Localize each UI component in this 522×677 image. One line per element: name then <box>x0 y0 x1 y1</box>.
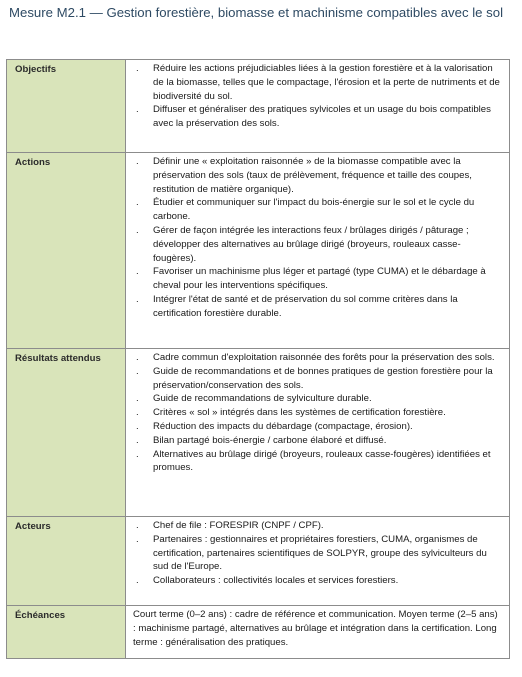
bullet-list-acteurs <box>126 519 501 588</box>
list-item-text: Guide de recommandations de sylviculture durable. <box>153 393 372 405</box>
row-content-acteurs <box>126 517 510 606</box>
list-item <box>126 365 501 393</box>
echeances-text: Court terme (0–2 ans) : cadre de référence et communication. Moyen terme (2–5 ans) : machinisme partagé, alternatives au brûlage et intégration dans la certification. Long terme : généralisation des pratiques. <box>133 609 498 648</box>
bullet-marker: . <box>136 352 139 363</box>
table-row-acteurs <box>7 517 510 606</box>
list-item-text: Définir une « exploitation raisonnée » de la biomasse compatible avec la préservation des sols (taux de prélèvement, fréquence et taille des coupes, restitution de matière organique). <box>153 156 472 195</box>
list-item <box>126 420 501 434</box>
bullet-marker: . <box>136 393 139 405</box>
document-title: Mesure M2.1 — Gestion forestière, biomasse et machinisme compatibles avec le sol <box>9 5 504 20</box>
row-label-resultats: Résultats attendus <box>7 349 126 517</box>
bullet-list-actions <box>126 155 501 321</box>
list-item-text: Gérer de façon intégrée les interactions feux / brûlages dirigés / pâturage ; développer des alternatives au brûlage dirigé (broyeurs, rouleaux casse-fougères). <box>153 224 469 264</box>
list-item <box>126 196 501 224</box>
bullet-marker: . <box>136 533 139 545</box>
list-item-text: Cadre commun d'exploitation raisonnée des forêts pour la préservation des sols. <box>153 352 495 363</box>
list-item <box>126 519 501 533</box>
table-row-resultats <box>7 349 510 517</box>
list-item <box>126 351 501 365</box>
row-content-echeances <box>126 606 510 659</box>
bullet-marker: . <box>136 197 139 209</box>
list-item-text: Collaborateurs : collectivités locales et services forestiers. <box>153 575 399 587</box>
list-item-text: Guide de recommandations et de bonnes pratiques de gestion forestière pour la préservation/conservation des sols. <box>153 365 493 391</box>
list-item <box>126 62 501 103</box>
bullet-marker: . <box>136 156 139 167</box>
list-item-text: Partenaires : gestionnaires et propriétaires forestiers, CUMA, organismes de certification, partenaires scientifiques de SOLPYR, groupe des sylviculteurs du sud de l'Europe. <box>153 533 487 573</box>
list-item <box>126 155 501 196</box>
bullet-list-objectifs <box>126 62 501 131</box>
list-item-text: Réduire les actions préjudiciables liées à la gestion forestière et à la valorisation de la biomasse, telles que le compactage, l'érosion et la perte de nutriments et de biodiversité du sol. <box>153 63 500 102</box>
list-item-text: Chef de file : FORESPIR (CNPF / CPF). <box>153 520 324 531</box>
table-row-objectifs <box>7 60 510 153</box>
list-item <box>126 265 501 293</box>
bullet-marker: . <box>136 104 139 116</box>
row-label-acteurs: Acteurs <box>7 517 126 606</box>
list-item <box>126 406 501 420</box>
list-item <box>126 574 501 588</box>
row-label-echeances: Échéances <box>7 606 126 659</box>
row-label-actions: Actions <box>7 153 126 349</box>
row-label-objectifs: Objectifs <box>7 60 126 153</box>
row-content-resultats <box>126 349 510 517</box>
list-item-text: Alternatives au brûlage dirigé (broyeurs, rouleaux casse-fougères) identifiées et promues. <box>153 448 491 474</box>
measure-table <box>6 59 510 659</box>
list-item-text: Critères « sol » intégrés dans les systèmes de certification forestière. <box>153 407 446 419</box>
bullet-list-resultats <box>126 351 501 475</box>
row-content-objectifs <box>126 60 510 153</box>
list-item <box>126 434 501 448</box>
list-item <box>126 103 501 131</box>
list-item-text: Diffuser et généraliser des pratiques sylvicoles et un usage du bois compatibles avec la préservation des sols. <box>153 104 491 130</box>
list-item-text: Intégrer l'état de santé et de préservation du sol comme critères dans la certification forestière durable. <box>153 293 458 319</box>
table-row-actions <box>7 153 510 349</box>
list-item <box>126 392 501 406</box>
bullet-marker: . <box>136 63 139 74</box>
bullet-marker: . <box>136 448 139 460</box>
bullet-marker: . <box>136 293 139 305</box>
bullet-marker: . <box>136 520 139 531</box>
bullet-marker: . <box>136 365 139 377</box>
bullet-marker: . <box>136 224 139 236</box>
list-item <box>126 293 501 321</box>
row-content-actions <box>126 153 510 349</box>
list-item-text: Bilan partagé bois-énergie / carbone élaboré et diffusé. <box>153 434 387 446</box>
list-item <box>126 224 501 265</box>
bullet-marker: . <box>136 407 139 419</box>
table-row-echeances <box>7 606 510 659</box>
list-item <box>126 448 501 476</box>
list-item-text: Étudier et communiquer sur l'impact du bois-énergie sur le sol et le cycle du carbone. <box>153 197 475 223</box>
list-item-text: Réduction des impacts du débardage (compactage, érosion). <box>153 420 413 432</box>
bullet-marker: . <box>136 420 139 432</box>
list-item-text: Favoriser un machinisme plus léger et partagé (type CUMA) et le débardage à cheval pour les interventions spécifiques. <box>153 266 486 292</box>
bullet-marker: . <box>136 575 139 587</box>
list-item <box>126 533 501 574</box>
bullet-marker: . <box>136 266 139 278</box>
bullet-marker: . <box>136 434 139 446</box>
